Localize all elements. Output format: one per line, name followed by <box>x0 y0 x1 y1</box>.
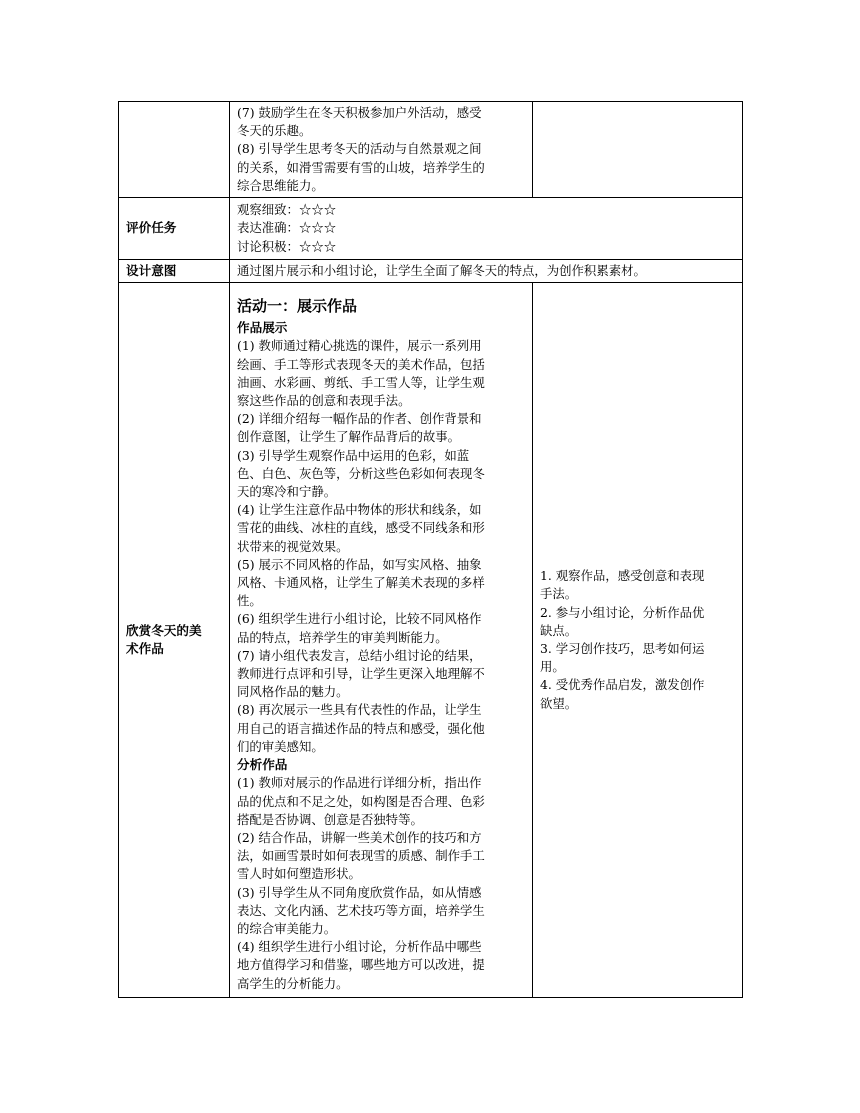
text-line: 用自己的语言描述作品的特点和感受，强化他 <box>237 720 485 736</box>
text-line: 同风格作品的魅力。 <box>237 684 349 700</box>
appreciate-content-cell <box>230 283 533 998</box>
text-line: (7) 鼓励学生在冬天积极参加户外活动，感受 <box>237 105 482 120</box>
text-line: (2) 结合作品，讲解一些美术创作的技巧和方 <box>237 829 482 845</box>
student-activity-line: 4. 受优秀作品启发，激发创作 <box>540 677 705 693</box>
section-title-analysis: 分析作品 <box>237 757 288 773</box>
continued-student-cell <box>533 102 743 198</box>
text-line: 表达、文化内涵、艺术技巧等方面，培养学生 <box>237 902 485 918</box>
student-activity-line: 2. 参与小组讨论，分析作品优 <box>540 604 705 620</box>
text-line: (4) 让学生注意作品中物体的形状和线条，如 <box>237 502 482 518</box>
appreciate-label-cell <box>119 283 230 998</box>
text-line: 的综合审美能力。 <box>237 920 337 936</box>
text-line: 们的审美感知。 <box>237 738 324 754</box>
text-line: 高学生的分析能力。 <box>237 975 349 991</box>
text-line: 品的优点和不足之处，如构图是否合理、色彩 <box>237 793 485 809</box>
text-line: (7) 请小组代表发言，总结小组讨论的结果， <box>237 647 482 663</box>
student-activity-line: 3. 学习创作技巧，思考如何运 <box>540 640 705 656</box>
evaluation-item: 表达准确：☆☆☆ <box>237 220 337 236</box>
section-title-display: 作品展示 <box>237 320 288 336</box>
activity-title: 活动一：展示作品 <box>237 297 358 316</box>
text-line: 察这些作品的创意和表现手法。 <box>237 393 411 409</box>
text-line: 搭配是否协调、创意是否独特等。 <box>237 811 423 827</box>
text-line: (6) 组织学生进行小组讨论，比较不同风格作 <box>237 611 482 627</box>
table-row-continued <box>119 102 743 198</box>
text-line: (3) 引导学生观察作品中运用的色彩，如蓝 <box>237 447 470 463</box>
text-line: 创作意图，让学生了解作品背后的故事。 <box>237 429 461 445</box>
text-line: (8) 再次展示一些具有代表性的作品，让学生 <box>237 702 482 718</box>
text-line: 品的特点，培养学生的审美判断能力。 <box>237 629 448 645</box>
lesson-plan-table <box>118 101 743 998</box>
text-line: (3) 引导学生从不同角度欣赏作品，如从情感 <box>237 884 482 900</box>
text-line: 雪人时如何塑造形状。 <box>237 866 361 882</box>
text-line: (2) 详细介绍每一幅作品的作者、创作背景和 <box>237 411 482 427</box>
text-line: 油画、水彩画、剪纸、手工雪人等，让学生观 <box>237 374 485 390</box>
text-line: 风格、卡通风格，让学生了解美术表现的多样 <box>237 575 485 591</box>
text-line: 性。 <box>237 593 262 609</box>
text-line: 的关系，如滑雪需要有雪的山坡，培养学生的 <box>237 159 485 175</box>
appreciate-label-line: 术作品 <box>126 640 164 656</box>
student-activity-line: 手法。 <box>540 586 578 602</box>
text-line: (4) 组织学生进行小组讨论，分析作品中哪些 <box>237 939 482 955</box>
text-line: (1) 教师通过精心挑选的课件，展示一系列用 <box>237 338 482 354</box>
evaluation-content-cell <box>230 198 743 260</box>
evaluation-label: 评价任务 <box>119 198 230 260</box>
table-row-appreciate <box>119 283 743 998</box>
text-line: 冬天的乐趣。 <box>237 123 312 139</box>
continued-content-cell <box>230 102 533 198</box>
evaluation-item: 讨论积极：☆☆☆ <box>237 238 337 254</box>
design-text: 通过图片展示和小组讨论，让学生全面了解冬天的特点，为创作积累素材。 <box>230 260 743 283</box>
text-line: 教师进行点评和引导，让学生更深入地理解不 <box>237 666 485 682</box>
table-row-evaluation <box>119 198 743 260</box>
student-activity-line: 用。 <box>540 659 565 675</box>
text-line: 色、白色、灰色等，分析这些色彩如何表现冬 <box>237 465 485 481</box>
student-activity-line: 欲望。 <box>540 695 578 711</box>
text-line: 综合思维能力。 <box>237 177 324 193</box>
text-line: (8) 引导学生思考冬天的活动与自然景观之间 <box>237 141 482 157</box>
section-analysis-list <box>237 774 525 992</box>
appreciate-label-line: 欣赏冬天的美 <box>126 622 202 638</box>
student-activity-list <box>540 567 735 713</box>
continued-label-cell <box>119 102 230 198</box>
text-line: (5) 展示不同风格的作品，如写实风格、抽象 <box>237 556 482 572</box>
text-line: 天的寒冷和宁静。 <box>237 484 337 500</box>
table-row-design <box>119 260 743 283</box>
text-line: 法，如画雪景时如何表现雪的质感、制作手工 <box>237 848 485 864</box>
text-line: 状带来的视觉效果。 <box>237 538 349 554</box>
text-line: 地方值得学习和借鉴，哪些地方可以改进，提 <box>237 957 485 973</box>
text-line: 雪花的曲线、冰柱的直线，感受不同线条和形 <box>237 520 485 536</box>
text-line: (1) 教师对展示的作品进行详细分析，指出作 <box>237 775 482 791</box>
student-activity-line: 1. 观察作品，感受创意和表现 <box>540 568 705 584</box>
document-page <box>118 101 742 998</box>
design-label: 设计意图 <box>119 260 230 283</box>
text-line: 绘画、手工等形式表现冬天的美术作品，包括 <box>237 356 485 372</box>
evaluation-item: 观察细致：☆☆☆ <box>237 202 337 218</box>
student-activity-cell <box>533 283 743 998</box>
student-activity-line: 缺点。 <box>540 622 578 638</box>
section-display-list <box>237 337 525 756</box>
